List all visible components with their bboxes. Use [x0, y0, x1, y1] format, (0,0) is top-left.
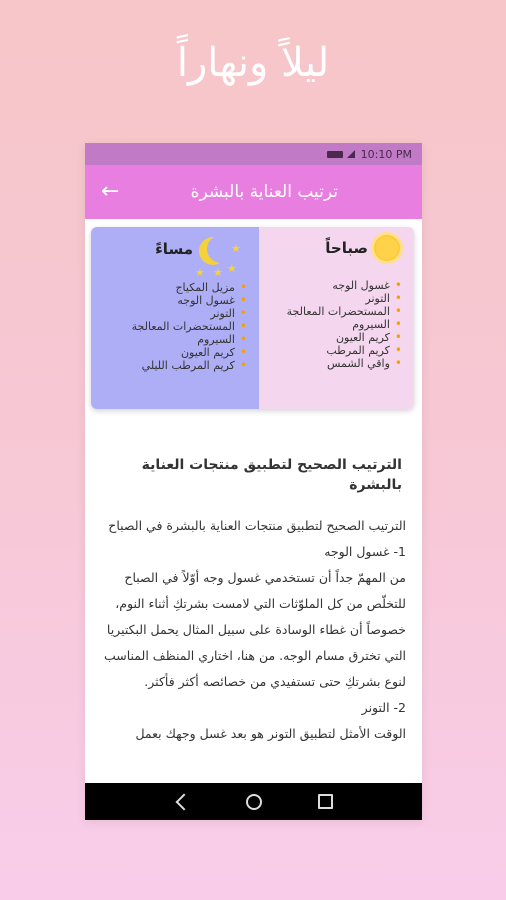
status-bar	[85, 143, 422, 165]
evening-panel	[91, 227, 259, 409]
evening-item: • غسول الوجه	[132, 294, 247, 307]
battery-icon	[327, 151, 343, 158]
evening-item: • كريم المرطب الليلي	[132, 359, 247, 372]
nav-back-icon	[176, 793, 193, 810]
morning-item: • واقي الشمس	[287, 357, 402, 370]
routine-card	[91, 227, 414, 409]
phone-screen	[85, 143, 422, 820]
sun-icon	[374, 235, 400, 261]
morning-list	[287, 279, 402, 370]
app-title: ترتيب العناية بالبشرة	[190, 182, 338, 202]
navigation-bar	[85, 783, 422, 820]
status-time: 10:10 PM	[360, 147, 412, 161]
evening-item: • التونر	[132, 307, 247, 320]
nav-home-button[interactable]	[246, 794, 262, 810]
evening-item: • المستحضرات المعالجة	[132, 320, 247, 333]
app-bar	[85, 165, 422, 219]
star-icon: ★	[213, 266, 223, 279]
nav-back-button[interactable]	[174, 796, 190, 808]
morning-item: • السيروم	[287, 318, 402, 331]
arrow-back-icon[interactable]: ←	[101, 179, 120, 204]
star-icon: ★	[195, 266, 205, 279]
evening-item: • مزيل المكياج	[132, 281, 247, 294]
signal-icon	[347, 150, 355, 158]
evening-item: • السيروم	[132, 333, 247, 346]
evening-title: مساءً	[155, 240, 193, 258]
morning-heading	[325, 235, 400, 261]
evening-item: • كريم العيون	[132, 346, 247, 359]
article-body	[85, 513, 422, 747]
morning-item: • التونر	[287, 292, 402, 305]
status-icons	[327, 150, 355, 158]
evening-heading	[155, 235, 227, 263]
article-paragraph: الترتيب الصحيح لتطبيق منتجات العناية بالبشرة في الصباح	[108, 518, 406, 533]
morning-item: • كريم المرطب	[287, 344, 402, 357]
article-title: الترتيب الصحيح لتطبيق منتجات العناية بالبشرة	[141, 457, 402, 493]
article-paragraph: الوقت الأمثل لتطبيق التونر هو بعد غسل وجهك بعمل	[135, 726, 406, 741]
morning-panel	[259, 227, 414, 409]
article[interactable]	[85, 455, 422, 783]
morning-item: • كريم العيون	[287, 331, 402, 344]
star-icon: ★	[227, 262, 237, 275]
promo-title: ليلاً ونهاراً	[176, 40, 330, 86]
nav-recent-button[interactable]	[318, 794, 333, 809]
star-icon: ★	[231, 242, 241, 255]
article-paragraph: من المهمّ جداً أن تستخدمي غسول وجه أوّلاً في الصباح للتخلّص من كل الملوّثات التي لامست بشرتكِ أثناء النوم، خصوصاً أن غطاء الوسادة على سبيل المثال يحمل البكتيريا التي تخترق مسام الوجه. من هنا، اختاري المنظف المناسب لنوع بشرتكِ حتى تستفيدي من خصائصه أكثر فأكثر.	[103, 570, 406, 689]
morning-title: صباحاً	[325, 239, 368, 257]
article-paragraph: 2- التونر	[361, 700, 406, 715]
morning-item: • غسول الوجه	[287, 279, 402, 292]
article-paragraph: 1- غسول الوجه	[324, 544, 406, 559]
evening-list	[132, 281, 247, 372]
morning-item: • المستحضرات المعالجة	[287, 305, 402, 318]
